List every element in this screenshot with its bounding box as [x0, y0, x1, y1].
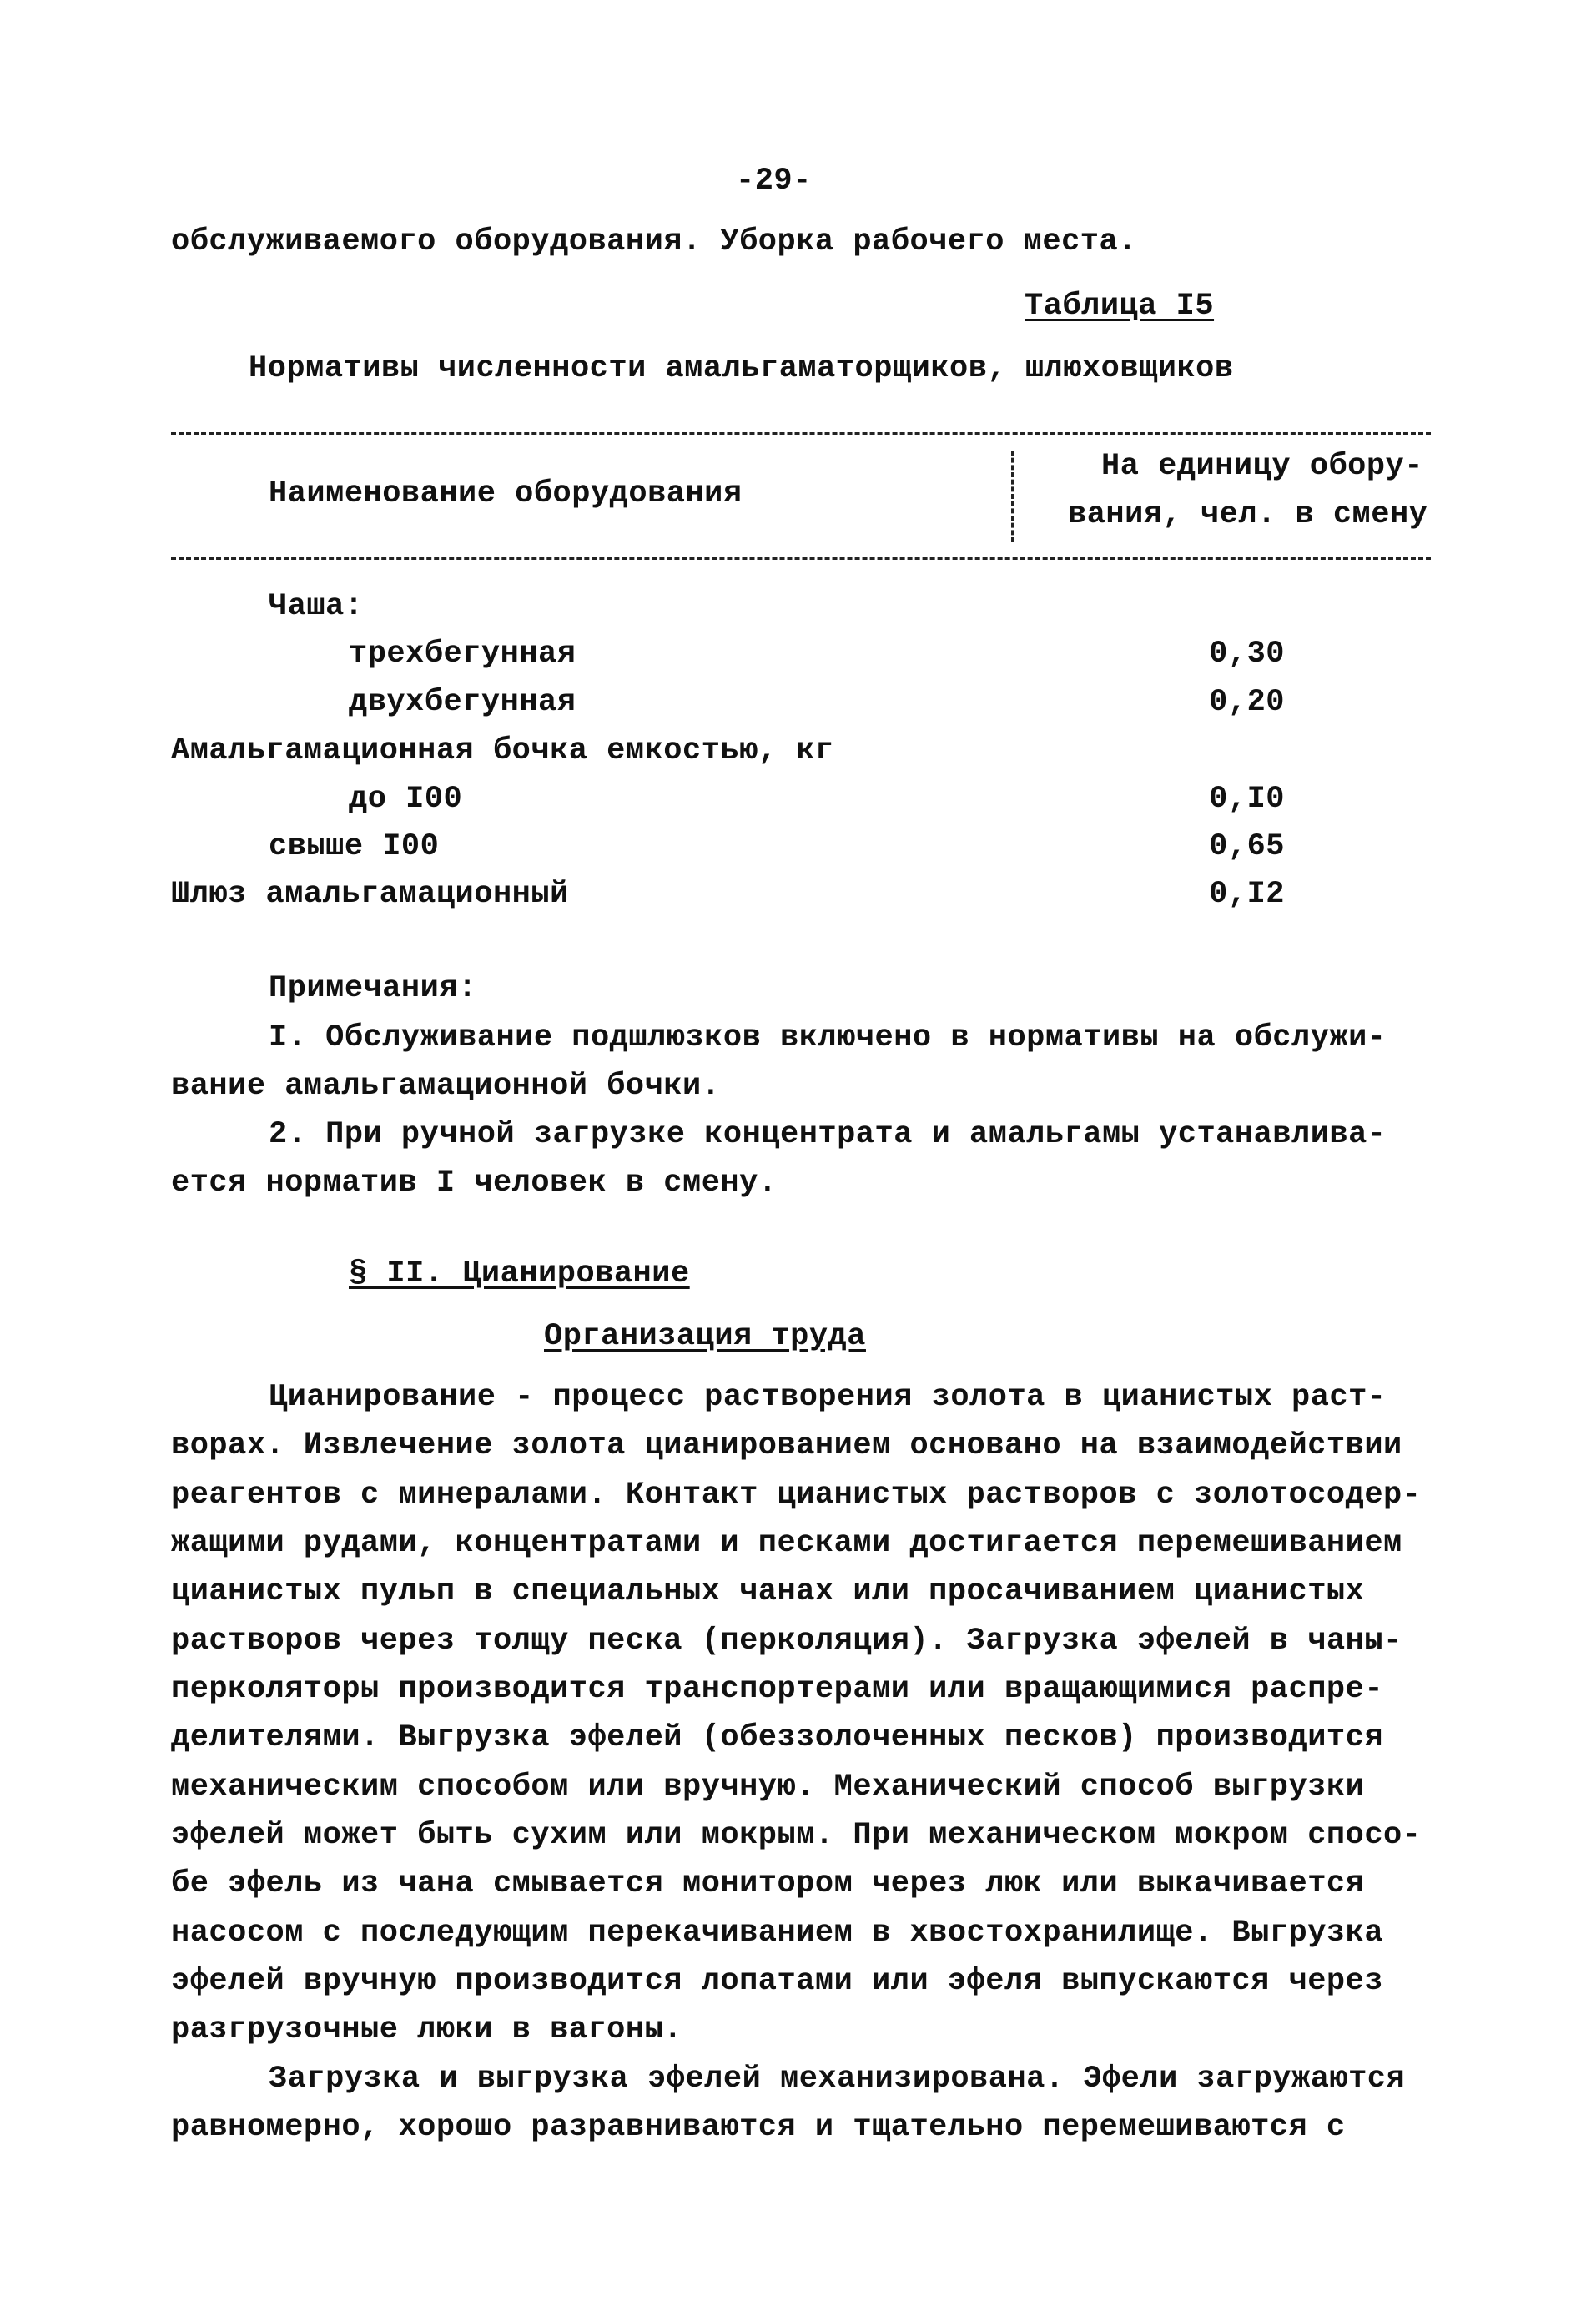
body-line: эфелей может быть сухим или мокрым. При механическом мокром спосо-	[171, 1818, 1422, 1853]
body-line: реагентов с минералами. Контакт цианистых растворов с золотосодер-	[171, 1478, 1422, 1513]
table-row-value: 0,30	[1209, 637, 1285, 672]
table-label: Таблица I5	[1025, 289, 1215, 324]
table-row-name: Чаша:	[269, 589, 364, 624]
body-line: делителями. Выгрузка эфелей (обеззолоченных песков) производится	[171, 1720, 1384, 1755]
body-line: насосом с последующим перекачиванием в хвостохранилище. Выгрузка	[171, 1916, 1384, 1951]
body-line: Загрузка и выгрузка эфелей механизирована. Эфели загружаются	[269, 2062, 1406, 2097]
table-row-name: Амальгамационная бочка емкостью, кг	[171, 733, 834, 768]
table-row-value: 0,65	[1209, 829, 1285, 864]
section-subtitle: Организация труда	[544, 1319, 866, 1354]
table-row-name: Шлюз амальгамационный	[171, 877, 569, 912]
table-row-name: двухбегунная	[349, 685, 576, 720]
body-line: бе эфель из чана смывается монитором через люк или выкачивается	[171, 1866, 1365, 1901]
note-2-line-1: 2. При ручной загрузке концентрата и амальгамы устанавлива-	[269, 1117, 1387, 1152]
table-row-value: 0,20	[1209, 685, 1285, 720]
note-2-line-2: ется норматив I человек в смену.	[171, 1166, 778, 1201]
body-line: цианистых пульп в специальных чанах или просачиванием цианистых	[171, 1574, 1365, 1609]
body-line: ворах. Извлечение золота цианированием основано на взаимодействии	[171, 1428, 1402, 1463]
page-number: -29-	[736, 164, 812, 199]
table-title: Нормативы численности амальгаматорщиков, шлюховщиков	[249, 351, 1234, 386]
body-line: растворов через толщу песка (перколяция). Загрузка эфелей в чаны-	[171, 1624, 1402, 1659]
table-header-col2-line2: вания, чел. в смену	[1068, 497, 1428, 532]
body-line: механическим способом или вручную. Механический способ выгрузки	[171, 1770, 1365, 1805]
table-row-value: 0,I2	[1209, 877, 1285, 912]
table-header-rule	[171, 557, 1431, 560]
body-line: жащими рудами, концентратами и песками достигается перемешиванием	[171, 1526, 1402, 1561]
table-row-name: свыше I00	[269, 829, 440, 864]
body-line: разгрузочные люки в вагоны.	[171, 2012, 682, 2047]
notes-heading: Примечания:	[269, 971, 477, 1006]
note-1-line-2: вание амальгамационной бочки.	[171, 1069, 721, 1104]
body-line: эфелей вручную производится лопатами или эфеля выпускаются через	[171, 1964, 1384, 1999]
table-top-rule	[171, 432, 1431, 435]
intro-line: обслуживаемого оборудования. Уборка рабочего места.	[171, 224, 1137, 259]
section-title: § II. Цианирование	[349, 1256, 690, 1291]
table-column-separator	[1011, 451, 1014, 542]
table-row-name: трехбегунная	[349, 637, 576, 672]
note-1-line-1: I. Обслуживание подшлюзков включено в нормативы на обслужи-	[269, 1020, 1387, 1055]
table-header-col2-line1: На единицу обору-	[1101, 449, 1423, 484]
table-row-value: 0,I0	[1209, 782, 1285, 817]
body-line: равномерно, хорошо разравниваются и тщательно перемешиваются с	[171, 2110, 1346, 2145]
body-line: Цианирование - процесс растворения золота в цианистых раст-	[269, 1380, 1387, 1415]
table-header-col1: Наименование оборудования	[269, 476, 743, 511]
body-line: перколяторы производится транспортерами или вращающимися распре-	[171, 1672, 1384, 1707]
table-row-name: до I00	[349, 782, 463, 817]
